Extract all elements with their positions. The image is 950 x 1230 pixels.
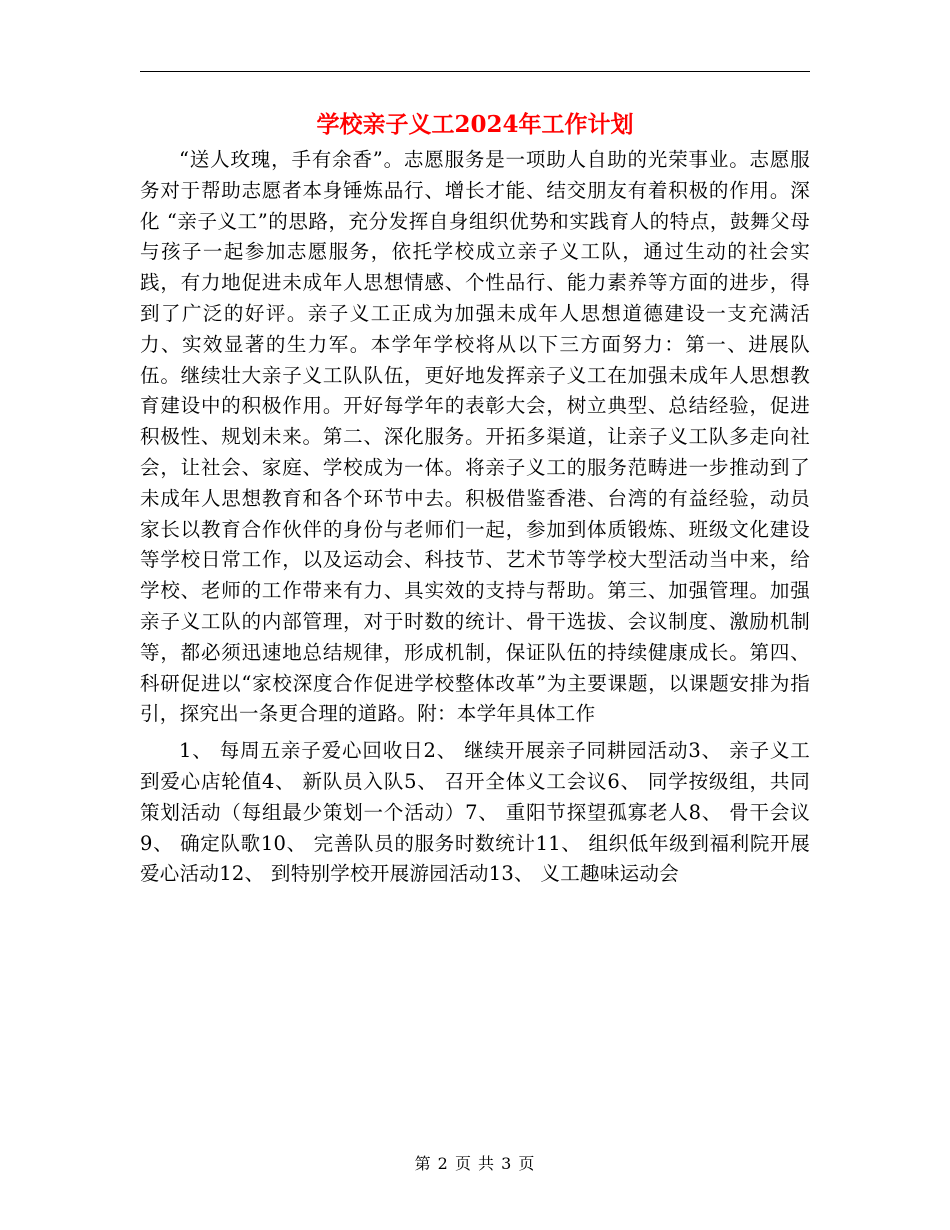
intro-paragraph: “送人玫瑰，手有余香”。志愿服务是一项助人自助的光荣事业。志愿服务对于帮助志愿者本身锤炼品行、增长才能、结交朋友有着积极的作用。深化 “亲子义工”的思路，充分发挥自身组织优势和实践育人的特点，鼓舞父母与孩子一起参加志愿服务，依托学校成立亲子义工队，通过生动的社会实践，有力地促进未成年人思想情感、个性品行、能力素养等方面的进步，得到了广泛的好评。亲子义工正成为加强未成年人思想道德建设一支充满活力、实效显著的生力军。本学年学校将从以下三方面努力：第一、进展队伍。继续壮大亲子义工队队伍，更好地发挥亲子义工在加强未成年人思想教育建设中的积极作用。开好每学年的表彰大会，树立典型、总结经验，促进积极性、规划未来。第二、深化服务。开拓多渠道，让亲子义工队多走向社会，让社会、家庭、学校成为一体。将亲子义工的服务范畴进一步推动到了未成年人思想教育和各个环节中去。积极借鉴香港、台湾的有益经验，动员家长以教育合作伙伴的身份与老师们一起，参加到体质锻炼、班级文化建设等学校日常工作，以及运动会、科技节、艺术节等学校大型活动当中来，给学校、老师的工作带来有力、具实效的支持与帮助。第三、加强管理。加强亲子义工队的内部管理，对于时数的统计、骨干选拔、会议制度、激励机制等，都必须迅速地总结规律，形成机制，保证队伍的持续健康成长。第四、科研促进以“家校深度合作促进学校整体改革”为主要课题，以课题安排为指引，探究出一条更合理的道路。附：本学年具体工作 xyxy=(140,148,810,726)
header-rule xyxy=(140,71,810,72)
work-items-paragraph: 1、 每周五亲子爱心回收日2、 继续开展亲子同耕园活动3、 亲子义工到爱心店轮值4、 新队员入队5、 召开全体义工会议6、 同学按级组，共同策划活动（每组最少策划一个活动）7、 重阳节探望孤寡老人8、 骨干会议9、 确定队歌10、 完善队员的服务时数统计11、 组织低年级到福利院开展爱心活动12、 到特别学校开展游园活动13、 义工趣味运动会 xyxy=(140,739,810,886)
document-body xyxy=(140,145,810,890)
page-number: 第 2 页 共 3 页 xyxy=(414,1154,536,1173)
document-title: 学校亲子义工2024年工作计划 xyxy=(316,111,634,138)
